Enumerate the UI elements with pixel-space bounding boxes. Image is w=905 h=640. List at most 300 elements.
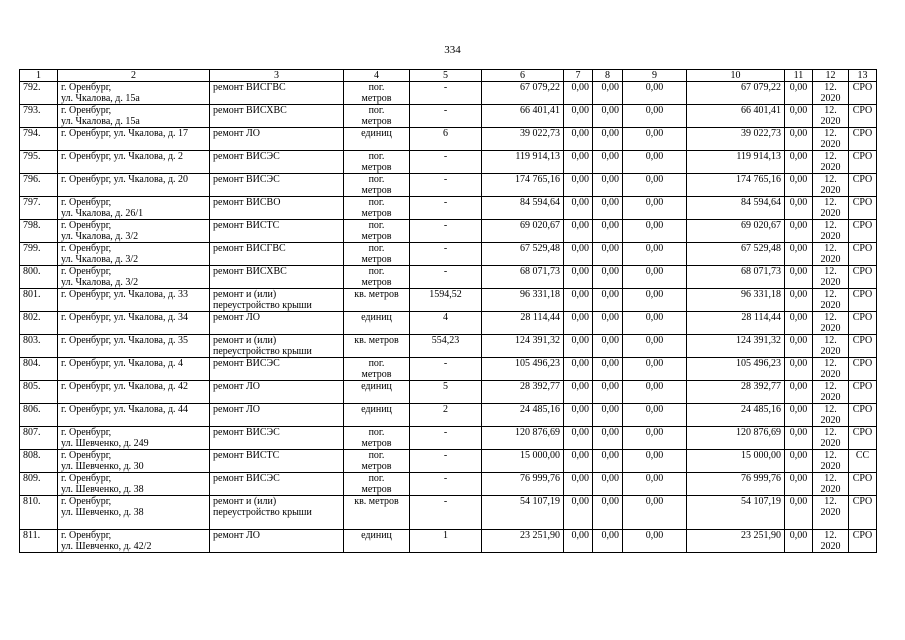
cell-line: ул. Чкалова, д. 15а — [61, 116, 140, 127]
cell-line: г. Оренбург, — [61, 105, 112, 116]
unit-cell — [344, 289, 410, 312]
table-row — [20, 381, 877, 404]
cost-cell-10: 174 765,16 — [687, 174, 785, 197]
cell-line: г. Оренбург, ул. Чкалова, д. 34 — [61, 312, 189, 323]
cell-line: пог. — [368, 220, 385, 231]
cost-cell-10: 15 000,00 — [687, 450, 785, 473]
cell-line: 2020 — [820, 484, 841, 495]
cell-line: ремонт ВИСВО — [213, 197, 281, 208]
cost-total-cell: 67 079,22 — [482, 82, 564, 105]
table-row — [20, 266, 877, 289]
cell-line: кв. метров — [354, 335, 399, 346]
value-cell-7: 0,00 — [564, 105, 593, 128]
work-type-cell — [210, 496, 344, 530]
address-cell — [58, 289, 210, 312]
cell-line: единиц — [361, 530, 392, 541]
cell-line: единиц — [361, 128, 392, 139]
deadline-cell — [813, 358, 849, 381]
value-cell-8: 0,00 — [593, 427, 623, 450]
unit-cell — [344, 266, 410, 289]
cell-line: метров — [361, 484, 392, 495]
cost-total-cell: 69 020,67 — [482, 220, 564, 243]
deadline-cell — [813, 530, 849, 553]
cell-line: 2020 — [820, 541, 841, 552]
cell-line: 12. — [824, 358, 837, 369]
cell-line: г. Оренбург, ул. Чкалова, д. 33 — [61, 289, 189, 300]
value-cell-9: 0,00 — [623, 220, 687, 243]
cell-line: 2020 — [820, 323, 841, 334]
row-number: 809. — [20, 473, 58, 496]
column-header: 7 — [564, 70, 593, 82]
row-number: 807. — [20, 427, 58, 450]
cell-line: г. Оренбург, ул. Чкалова, д. 4 — [61, 358, 184, 369]
cell-line: ремонт ВИСТС — [213, 220, 280, 231]
work-type-cell — [210, 450, 344, 473]
table-row — [20, 174, 877, 197]
cost-total-cell: 105 496,23 — [482, 358, 564, 381]
cell-line: 2020 — [820, 162, 841, 173]
cell-line: г. Оренбург, — [61, 496, 112, 507]
cell-line: единиц — [361, 312, 392, 323]
value-cell-11: 0,00 — [785, 243, 813, 266]
unit-cell — [344, 128, 410, 151]
value-cell-7: 0,00 — [564, 335, 593, 358]
address-cell — [58, 174, 210, 197]
table-row — [20, 128, 877, 151]
unit-cell — [344, 404, 410, 427]
value-cell-8: 0,00 — [593, 496, 623, 530]
cell-line: ул. Чкалова, д. 3/2 — [61, 231, 139, 242]
value-cell-11: 0,00 — [785, 450, 813, 473]
cost-cell-10: 67 529,48 — [687, 243, 785, 266]
cell-line: 12. — [824, 197, 837, 208]
cell-line: переустройство крыши — [213, 300, 312, 311]
value-cell-9: 0,00 — [623, 427, 687, 450]
cell-line: 2020 — [820, 461, 841, 472]
cell-line: ремонт ВИСХВС — [213, 266, 287, 277]
value-cell-11: 0,00 — [785, 427, 813, 450]
row-number: 797. — [20, 197, 58, 220]
cell-line: 2020 — [820, 185, 841, 196]
value-cell-7: 0,00 — [564, 243, 593, 266]
cell-line: ул. Чкалова, д. 15а — [61, 93, 140, 104]
value-cell-7: 0,00 — [564, 128, 593, 151]
work-type-cell — [210, 473, 344, 496]
value-cell-8: 0,00 — [593, 335, 623, 358]
value-cell-11: 0,00 — [785, 530, 813, 553]
funding-source-cell: СРО — [849, 128, 877, 151]
unit-cell — [344, 220, 410, 243]
deadline-cell — [813, 266, 849, 289]
cell-line: г. Оренбург, ул. Чкалова, д. 44 — [61, 404, 189, 415]
column-header: 12 — [813, 70, 849, 82]
value-cell-11: 0,00 — [785, 82, 813, 105]
work-type-cell — [210, 174, 344, 197]
address-cell — [58, 427, 210, 450]
cost-total-cell: 174 765,16 — [482, 174, 564, 197]
value-cell-8: 0,00 — [593, 151, 623, 174]
cell-line: 12. — [824, 220, 837, 231]
address-cell — [58, 358, 210, 381]
unit-cell — [344, 473, 410, 496]
cell-line: 12. — [824, 266, 837, 277]
deadline-cell — [813, 381, 849, 404]
value-cell-11: 0,00 — [785, 174, 813, 197]
address-cell — [58, 450, 210, 473]
cost-total-cell: 24 485,16 — [482, 404, 564, 427]
row-number: 794. — [20, 128, 58, 151]
row-number: 804. — [20, 358, 58, 381]
unit-cell — [344, 197, 410, 220]
cell-line: 12. — [824, 243, 837, 254]
funding-source-cell: СС — [849, 450, 877, 473]
column-header: 2 — [58, 70, 210, 82]
quantity-cell: - — [410, 105, 482, 128]
deadline-cell — [813, 243, 849, 266]
value-cell-11: 0,00 — [785, 312, 813, 335]
cell-line: ремонт ВИСГВС — [213, 82, 286, 93]
table-row — [20, 530, 877, 553]
value-cell-9: 0,00 — [623, 174, 687, 197]
cell-line: г. Оренбург, — [61, 197, 112, 208]
address-cell — [58, 404, 210, 427]
cost-cell-10: 124 391,32 — [687, 335, 785, 358]
cell-line: пог. — [368, 266, 385, 277]
value-cell-9: 0,00 — [623, 496, 687, 530]
funding-source-cell: СРО — [849, 530, 877, 553]
cell-line: пог. — [368, 243, 385, 254]
column-header: 13 — [849, 70, 877, 82]
page-number: 334 — [444, 44, 461, 56]
value-cell-7: 0,00 — [564, 82, 593, 105]
value-cell-9: 0,00 — [623, 197, 687, 220]
header-row — [20, 70, 877, 82]
table-row — [20, 82, 877, 105]
value-cell-8: 0,00 — [593, 243, 623, 266]
funding-source-cell: СРО — [849, 174, 877, 197]
value-cell-9: 0,00 — [623, 335, 687, 358]
cost-cell-10: 39 022,73 — [687, 128, 785, 151]
column-header: 3 — [210, 70, 344, 82]
value-cell-9: 0,00 — [623, 312, 687, 335]
funding-source-cell: СРО — [849, 473, 877, 496]
work-type-cell — [210, 105, 344, 128]
quantity-cell: 554,23 — [410, 335, 482, 358]
value-cell-8: 0,00 — [593, 174, 623, 197]
work-type-cell — [210, 427, 344, 450]
quantity-cell: 6 — [410, 128, 482, 151]
cell-line: переустройство крыши — [213, 507, 312, 518]
value-cell-7: 0,00 — [564, 404, 593, 427]
value-cell-9: 0,00 — [623, 151, 687, 174]
value-cell-9: 0,00 — [623, 450, 687, 473]
cell-line: переустройство крыши — [213, 346, 312, 357]
work-type-cell — [210, 220, 344, 243]
cell-line: ремонт и (или) — [213, 289, 277, 300]
cell-line: ул. Чкалова, д. 3/2 — [61, 277, 139, 288]
value-cell-7: 0,00 — [564, 289, 593, 312]
cost-total-cell: 124 391,32 — [482, 335, 564, 358]
funding-source-cell: СРО — [849, 105, 877, 128]
cell-line: ул. Шевченко, д. 249 — [61, 438, 149, 449]
cell-line: г. Оренбург, — [61, 450, 112, 461]
value-cell-7: 0,00 — [564, 266, 593, 289]
value-cell-11: 0,00 — [785, 381, 813, 404]
cell-line: пог. — [368, 427, 385, 438]
value-cell-7: 0,00 — [564, 197, 593, 220]
cost-cell-10: 119 914,13 — [687, 151, 785, 174]
cell-line: 12. — [824, 530, 837, 541]
cell-line: 12. — [824, 404, 837, 415]
funding-source-cell: СРО — [849, 381, 877, 404]
cell-line: 12. — [824, 82, 837, 93]
cell-line: 2020 — [820, 415, 841, 426]
cell-line: пог. — [368, 450, 385, 461]
value-cell-11: 0,00 — [785, 197, 813, 220]
cell-line: 2020 — [820, 300, 841, 311]
quantity-cell: - — [410, 496, 482, 530]
row-number: 798. — [20, 220, 58, 243]
quantity-cell: - — [410, 82, 482, 105]
cost-total-cell: 23 251,90 — [482, 530, 564, 553]
value-cell-7: 0,00 — [564, 496, 593, 530]
value-cell-11: 0,00 — [785, 404, 813, 427]
address-cell — [58, 530, 210, 553]
cost-total-cell: 39 022,73 — [482, 128, 564, 151]
value-cell-11: 0,00 — [785, 496, 813, 530]
work-type-cell — [210, 82, 344, 105]
table-row — [20, 197, 877, 220]
work-type-cell — [210, 404, 344, 427]
cell-line: ул. Чкалова, д. 26/1 — [61, 208, 144, 219]
cell-line: 2020 — [820, 277, 841, 288]
table-row — [20, 243, 877, 266]
deadline-cell — [813, 128, 849, 151]
value-cell-8: 0,00 — [593, 220, 623, 243]
value-cell-8: 0,00 — [593, 530, 623, 553]
value-cell-11: 0,00 — [785, 358, 813, 381]
cell-line: единиц — [361, 381, 392, 392]
work-type-cell — [210, 381, 344, 404]
cost-cell-10: 105 496,23 — [687, 358, 785, 381]
cost-cell-10: 66 401,41 — [687, 105, 785, 128]
quantity-cell: 4 — [410, 312, 482, 335]
row-number: 792. — [20, 82, 58, 105]
cell-line: 12. — [824, 427, 837, 438]
deadline-cell — [813, 174, 849, 197]
value-cell-9: 0,00 — [623, 530, 687, 553]
cell-line: г. Оренбург, — [61, 473, 112, 484]
cell-line: ремонт и (или) — [213, 496, 277, 507]
cost-cell-10: 120 876,69 — [687, 427, 785, 450]
work-type-cell — [210, 243, 344, 266]
table-row — [20, 496, 877, 530]
work-type-cell — [210, 128, 344, 151]
address-cell — [58, 335, 210, 358]
cell-line: метров — [361, 231, 392, 242]
value-cell-7: 0,00 — [564, 427, 593, 450]
work-type-cell — [210, 530, 344, 553]
cell-line: г. Оренбург, — [61, 530, 112, 541]
funding-source-cell: СРО — [849, 197, 877, 220]
cell-line: метров — [361, 162, 392, 173]
funding-source-cell: СРО — [849, 496, 877, 530]
cell-line: г. Оренбург, — [61, 220, 112, 231]
cell-line: кв. метров — [354, 496, 399, 507]
work-type-cell — [210, 151, 344, 174]
value-cell-8: 0,00 — [593, 197, 623, 220]
cost-total-cell: 96 331,18 — [482, 289, 564, 312]
cell-line: 2020 — [820, 507, 841, 518]
cell-line: метров — [361, 438, 392, 449]
table-row — [20, 358, 877, 381]
row-number: 811. — [20, 530, 58, 553]
funding-source-cell: СРО — [849, 404, 877, 427]
table-row — [20, 289, 877, 312]
value-cell-11: 0,00 — [785, 266, 813, 289]
unit-cell — [344, 496, 410, 530]
unit-cell — [344, 312, 410, 335]
cell-line: ремонт ВИСГВС — [213, 243, 286, 254]
cell-line: ремонт ВИСЭС — [213, 427, 280, 438]
cell-line: ул. Шевченко, д. 30 — [61, 461, 144, 472]
unit-cell — [344, 174, 410, 197]
value-cell-8: 0,00 — [593, 473, 623, 496]
cell-line: 2020 — [820, 93, 841, 104]
value-cell-11: 0,00 — [785, 128, 813, 151]
cost-cell-10: 68 071,73 — [687, 266, 785, 289]
cell-line: метров — [361, 369, 392, 380]
column-header: 8 — [593, 70, 623, 82]
work-type-cell — [210, 266, 344, 289]
value-cell-7: 0,00 — [564, 450, 593, 473]
quantity-cell: 1594,52 — [410, 289, 482, 312]
row-number: 802. — [20, 312, 58, 335]
cell-line: 12. — [824, 312, 837, 323]
quantity-cell: 1 — [410, 530, 482, 553]
cost-total-cell: 66 401,41 — [482, 105, 564, 128]
cell-line: г. Оренбург, — [61, 82, 112, 93]
value-cell-8: 0,00 — [593, 82, 623, 105]
cell-line: метров — [361, 116, 392, 127]
cell-line: ремонт ВИСЭС — [213, 151, 280, 162]
cost-total-cell: 120 876,69 — [482, 427, 564, 450]
cell-line: ремонт ВИСЭС — [213, 358, 280, 369]
cell-line: 2020 — [820, 208, 841, 219]
cell-line: г. Оренбург, ул. Чкалова, д. 42 — [61, 381, 189, 392]
cost-total-cell: 28 114,44 — [482, 312, 564, 335]
funding-source-cell: СРО — [849, 335, 877, 358]
quantity-cell: 2 — [410, 404, 482, 427]
deadline-cell — [813, 151, 849, 174]
unit-cell — [344, 530, 410, 553]
cell-line: 12. — [824, 128, 837, 139]
table-row — [20, 404, 877, 427]
funding-source-cell: СРО — [849, 151, 877, 174]
unit-cell — [344, 82, 410, 105]
value-cell-11: 0,00 — [785, 335, 813, 358]
value-cell-7: 0,00 — [564, 220, 593, 243]
cost-total-cell: 28 392,77 — [482, 381, 564, 404]
cell-line: 12. — [824, 151, 837, 162]
value-cell-7: 0,00 — [564, 473, 593, 496]
table-row — [20, 335, 877, 358]
funding-source-cell: СРО — [849, 243, 877, 266]
funding-source-cell: СРО — [849, 266, 877, 289]
deadline-cell — [813, 105, 849, 128]
unit-cell — [344, 427, 410, 450]
table-row — [20, 450, 877, 473]
cost-total-cell: 67 529,48 — [482, 243, 564, 266]
quantity-cell: - — [410, 220, 482, 243]
quantity-cell: - — [410, 450, 482, 473]
row-number: 795. — [20, 151, 58, 174]
value-cell-9: 0,00 — [623, 82, 687, 105]
table-row — [20, 105, 877, 128]
table-row — [20, 312, 877, 335]
value-cell-9: 0,00 — [623, 266, 687, 289]
quantity-cell: - — [410, 427, 482, 450]
row-number: 801. — [20, 289, 58, 312]
cost-cell-10: 67 079,22 — [687, 82, 785, 105]
cell-line: 2020 — [820, 369, 841, 380]
cell-line: г. Оренбург, — [61, 427, 112, 438]
deadline-cell — [813, 335, 849, 358]
deadline-cell — [813, 197, 849, 220]
column-header: 5 — [410, 70, 482, 82]
cell-line: пог. — [368, 151, 385, 162]
cell-line: ремонт ЛО — [213, 381, 260, 392]
table-body — [20, 82, 877, 553]
cell-line: г. Оренбург, ул. Чкалова, д. 35 — [61, 335, 189, 346]
cell-line: ул. Чкалова, д. 3/2 — [61, 254, 139, 265]
value-cell-9: 0,00 — [623, 404, 687, 427]
quantity-cell: - — [410, 197, 482, 220]
cost-total-cell: 84 594,64 — [482, 197, 564, 220]
funding-source-cell: СРО — [849, 358, 877, 381]
value-cell-8: 0,00 — [593, 128, 623, 151]
funding-source-cell: СРО — [849, 427, 877, 450]
value-cell-7: 0,00 — [564, 312, 593, 335]
value-cell-11: 0,00 — [785, 105, 813, 128]
cost-total-cell: 119 914,13 — [482, 151, 564, 174]
cell-line: 12. — [824, 496, 837, 507]
cell-line: 12. — [824, 335, 837, 346]
value-cell-7: 0,00 — [564, 174, 593, 197]
row-number: 810. — [20, 496, 58, 530]
column-header: 10 — [687, 70, 785, 82]
deadline-cell — [813, 496, 849, 530]
funding-source-cell: СРО — [849, 82, 877, 105]
value-cell-9: 0,00 — [623, 473, 687, 496]
cell-line: г. Оренбург, ул. Чкалова, д. 20 — [61, 174, 189, 185]
value-cell-9: 0,00 — [623, 128, 687, 151]
deadline-cell — [813, 289, 849, 312]
row-number: 800. — [20, 266, 58, 289]
column-header: 11 — [785, 70, 813, 82]
work-type-cell — [210, 289, 344, 312]
column-header: 9 — [623, 70, 687, 82]
value-cell-9: 0,00 — [623, 381, 687, 404]
funding-source-cell: СРО — [849, 312, 877, 335]
row-number: 799. — [20, 243, 58, 266]
cell-line: ремонт ЛО — [213, 404, 260, 415]
value-cell-11: 0,00 — [785, 220, 813, 243]
cell-line: 2020 — [820, 139, 841, 150]
cost-cell-10: 84 594,64 — [687, 197, 785, 220]
cost-cell-10: 69 020,67 — [687, 220, 785, 243]
value-cell-8: 0,00 — [593, 381, 623, 404]
